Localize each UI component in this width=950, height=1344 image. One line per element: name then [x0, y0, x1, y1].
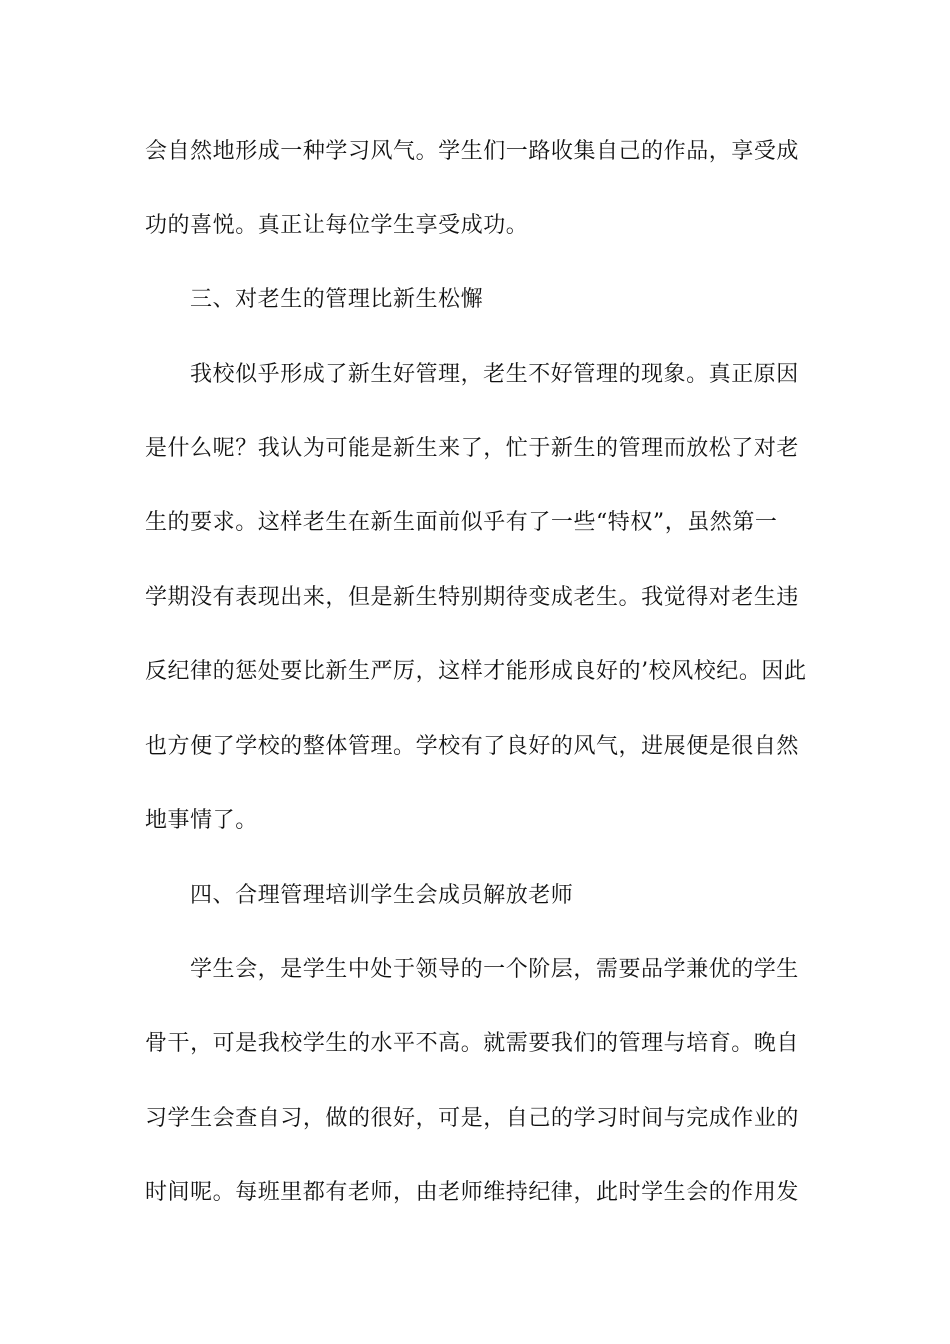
section-heading-3: 三、对老生的管理比新生松懈 — [190, 287, 484, 312]
paragraph-line: 学期没有表现出来，但是新生特别期待变成老生。我觉得对老生违 — [145, 585, 799, 610]
paragraph-line: 地事情了。 — [145, 808, 258, 833]
paragraph-line: 我校似乎形成了新生好管理，老生不好管理的现象。真正原因 — [190, 362, 799, 387]
paragraph-line: 也方便了学校的整体管理。学校有了良好的风气，进展便是很自然 — [145, 734, 799, 759]
paragraph-line: 是什么呢？我认为可能是新生来了，忙于新生的管理而放松了对老 — [145, 436, 799, 461]
paragraph-line: 骨干，可是我校学生的水平不高。就需要我们的管理与培育。晚自 — [145, 1031, 799, 1056]
paragraph-line: 反纪律的惩处要比新生严厉，这样才能形成良好的’校风校纪。因此 — [145, 659, 807, 684]
section-heading-4: 四、合理管理培训学生会成员解放老师 — [190, 883, 574, 908]
paragraph-line: 时间呢。每班里都有老师，由老师维持纪律，此时学生会的作用发 — [145, 1180, 799, 1205]
paragraph-line: 功的喜悦。真正让每位学生享受成功。 — [145, 213, 529, 238]
paragraph-line: 习学生会查自习，做的很好，可是，自己的学习时间与完成作业的 — [145, 1106, 799, 1131]
paragraph-line: 生的要求。这样老生在新生面前似乎有了一些“特权”，虽然第一 — [145, 510, 778, 535]
paragraph-line: 学生会，是学生中处于领导的一个阶层，需要品学兼优的学生 — [190, 957, 799, 982]
paragraph-line: 会自然地形成一种学习风气。学生们一路收集自己的作品，享受成 — [145, 139, 799, 164]
